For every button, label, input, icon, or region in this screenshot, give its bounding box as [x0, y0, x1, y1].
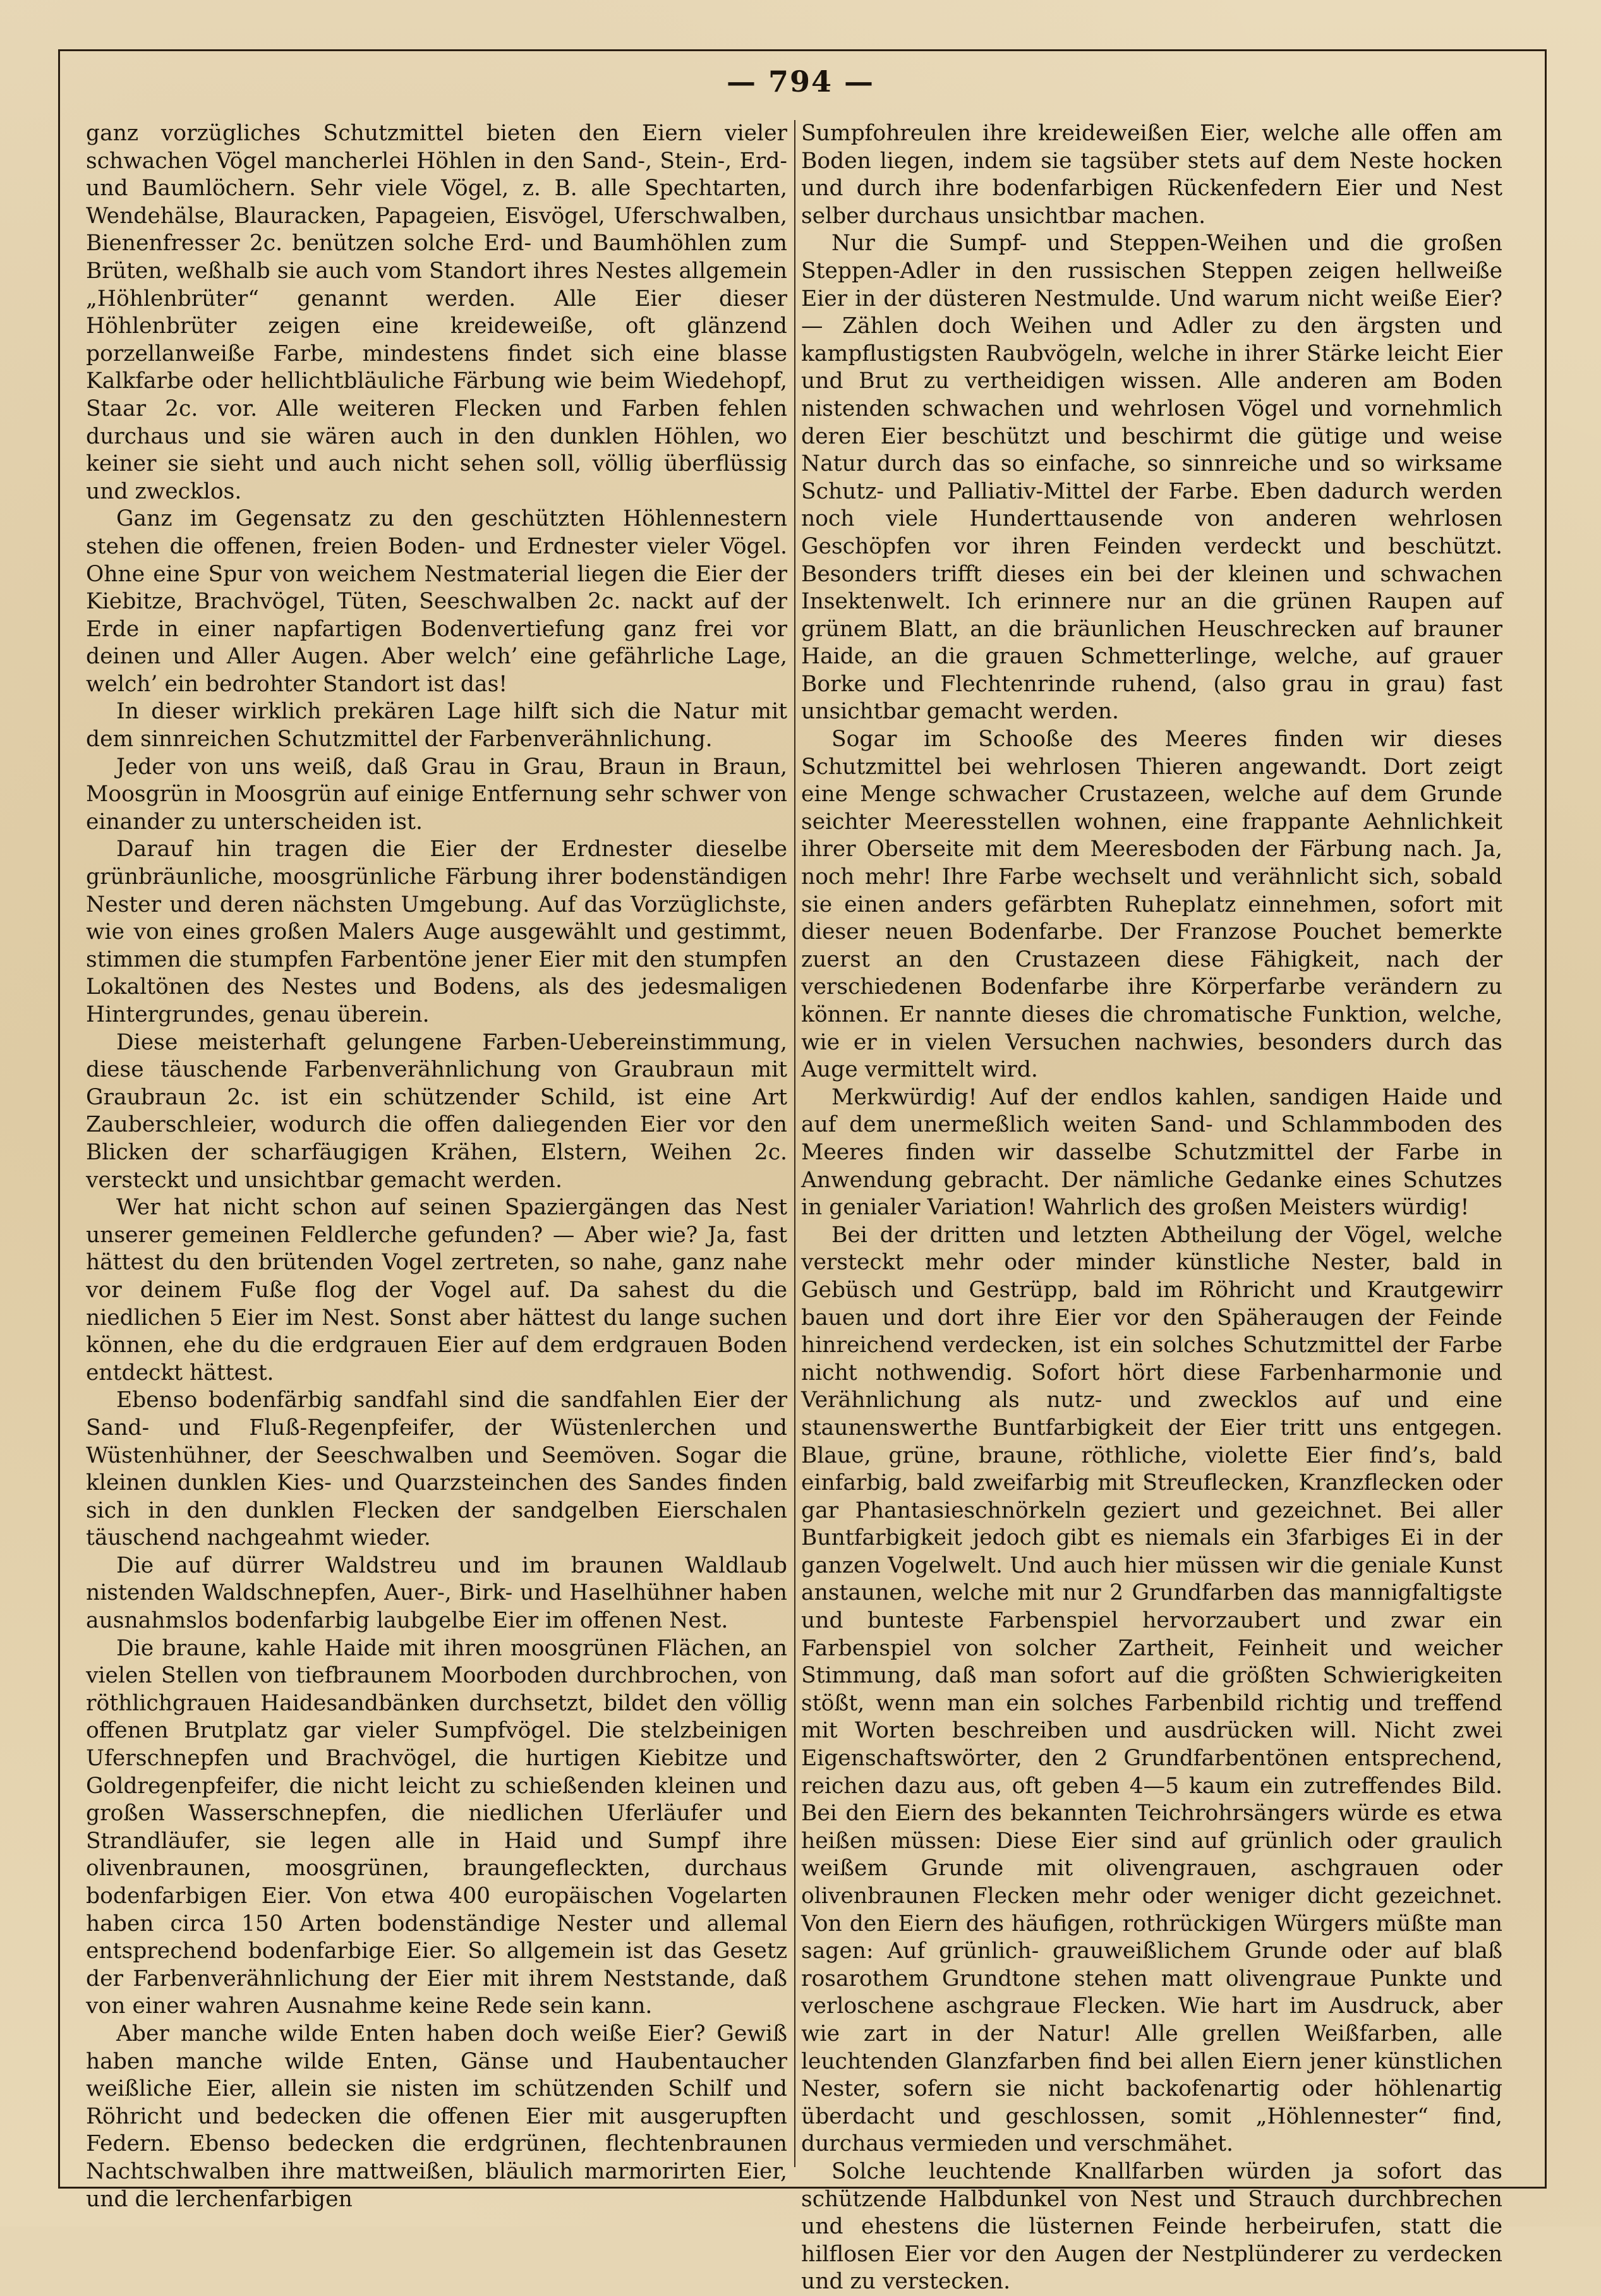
page-number: — 794 —	[726, 64, 875, 99]
paragraph: Sogar im Schooße des Meeres finden wir dieses Schutzmittel bei wehrlosen Thieren angewandt. Dort zeigt eine Menge schwacher Crustazeen, welche auf dem Grunde seichter Meeresstellen wohnen, eine frappante Aehnlichkeit ihrer Oberseite mit dem Meeresboden der Färbung nach. Ja, noch mehr! Ihre Farbe wechselt und verähnlicht sich, sobald sie einen anders gefärbten Ruheplatz einnehmen, sofort mit dieser neuen Bodenfarbe. Der Franzose Pouchet bemerkte zuerst an den Crustazeen diese Fähigkeit, nach der verschiedenen Bodenfarbe ihre Körperfarbe verändern zu können. Er nannte dieses die chromatische Funktion, welche, wie er in vielen Versuchen nachwies, besonders durch das Auge vermittelt wird.	[801, 727, 1502, 1083]
paragraph: Diese meisterhaft gelungene Farben-Uebereinstimmung, diese täuschende Farbenverähnlichung von Graubraun mit Graubraun 2c. ist ein schützender Schild, ist eine Art Zauberschleier, wodurch die offen daliegenden Eier vor den Blicken der scharfäugigen Krähen, Elstern, Weihen 2c. versteckt und unsichtbar gemacht werden.	[86, 1029, 787, 1193]
paragraph: Jeder von uns weiß, daß Grau in Grau, Braun in Braun, Moosgrün in Moosgrün auf einige Entfernung sehr schwer von einander zu unterscheiden ist.	[86, 754, 787, 835]
left-column	[86, 120, 787, 2212]
paragraph: In dieser wirklich prekären Lage hilft sich die Natur mit dem sinnreichen Schutzmittel der Farbenverähnlichung.	[86, 699, 787, 752]
column-divider	[794, 120, 795, 2167]
paragraph: Bei der dritten und letzten Abtheilung der Vögel, welche versteckt mehr oder minder künstliche Nester, bald in Gebüsch und Gestrüpp, bald im Röhricht und Krautgewirr bauen und dort ihre Eier vor den Späheraugen der Feinde hinreichend verdecken, ist ein solches Schutzmittel der Farbe nicht nothwendig. Sofort hört diese Farbenharmonie und Verähnlichung als nutz- und zwecklos auf und eine staunenswerthe Buntfarbigkeit der Eier tritt uns entgegen. Blaue, grüne, braune, röthliche, violette Eier find’s, bald einfarbig, bald zweifarbig mit Streuflecken, Kranzflecken oder gar Phantasieschnörkeln geziert und gezeichnet. Bei aller Buntfarbigkeit jedoch gibt es niemals ein 3farbiges Ei in der ganzen Vogelwelt. Und auch hier müssen wir die geniale Kunst anstaunen, welche mit nur 2 Grundfarben das mannigfaltigste und bunteste Farbenspiel hervorzaubert und zwar ein Farbenspiel von solcher Zartheit, Feinheit und weicher Stimmung, daß man sofort auf die größten Schwierigkeiten stößt, wenn man ein solches Farbenbild richtig und treffend mit Worten beschreiben und ausdrücken will. Nicht zwei Eigenschaftswörter, den 2 Grundfarbentönen entsprechend, reichen dazu aus, oft geben 4—5 kaum ein zutreffendes Bild. Bei den Eiern des bekannten Teichrohrsängers würde es etwa heißen müssen: Diese Eier sind auf grünlich oder graulich weißem Grunde mit olivengrauen, aschgrauen oder olivenbraunen Flecken mehr oder weniger dicht gezeichnet. Von den Eiern des häufigen, rothrückigen Würgers müßte man sagen: Auf grünlich- grauweißlichem Grunde oder auf blaß rosarothem Grundtone stehen matt olivengraue Punkte und verloschene aschgraue Flecken. Wie hart im Ausdruck, aber wie zart in der Natur! Alle grellen Weißfarben, alle leuchtenden Glanzfarben find bei allen Eiern jener künstlichen Nester, sofern sie nicht backofenartig oder höhlenartig überdacht und geschlossen, somit „Höhlennester“ find, durchaus vermieden und verschmähet.	[801, 1222, 1502, 2157]
paragraph: Aber manche wilde Enten haben doch weiße Eier? Gewiß haben manche wilde Enten, Gänse und Haubentaucher weißliche Eier, allein sie nisten im schützenden Schilf und Röhricht und bedecken die offenen Eier mit ausgerupften Federn. Ebenso bedecken die erdgrünen, flechtenbraunen Nachtschwalben ihre mattweißen, bläulich marmorirten Eier, und die lerchenfarbigen	[86, 2021, 787, 2212]
paragraph: Ganz im Gegensatz zu den geschützten Höhlennestern stehen die offenen, freien Boden- und Erdnester vieler Vögel. Ohne eine Spur von weichem Nestmaterial liegen die Eier der Kiebitze, Brachvögel, Tüten, Seeschwalben 2c. nackt auf der Erde in einer napfartigen Bodenvertiefung ganz frei vor deinen und Aller Augen. Aber welch’ eine gefährliche Lage, welch’ ein bedrohter Standort ist das!	[86, 506, 787, 697]
paragraph: Die braune, kahle Haide mit ihren moosgrünen Flächen, an vielen Stellen von tiefbraunem Moorboden durchbrochen, von röthlichgrauen Haidesandbänken durchsetzt, bildet den völlig offenen Brutplatz gar vieler Sumpfvögel. Die stelzbeinigen Uferschnepfen und Brachvögel, die hurtigen Kiebitze und Goldregenpfeifer, die nicht leicht zu schießenden kleinen und großen Wasserschnepfen, die niedlichen Uferläufer und Strandläufer, sie legen alle in Haid und Sumpf ihre olivenbraunen, moosgrünen, braungefleckten, durchaus bodenfarbigen Eier. Von etwa 400 europäischen Vogelarten haben circa 150 Arten bodenständige Nester und allemal entsprechend bodenfarbige Eier. So allgemein ist das Gesetz der Farbenverähnlichung der Eier mit ihrem Neststande, daß von einer wahren Ausnahme keine Rede sein kann.	[86, 1635, 787, 2019]
paragraph: Die auf dürrer Waldstreu und im braunen Waldlaub nistenden Waldschnepfen, Auer-, Birk- und Haselhühner haben ausnahmslos bodenfarbig laubgelbe Eier im offenen Nest.	[86, 1552, 787, 1634]
paragraph: Sumpfohreulen ihre kreideweißen Eier, welche alle offen am Boden liegen, indem sie tagsüber stets auf dem Neste hocken und durch ihre bodenfarbigen Rückenfedern Eier und Nest selber durchaus unsichtbar machen.	[801, 121, 1502, 229]
right-column	[801, 120, 1502, 2295]
paragraph: Ebenso bodenfärbig sandfahl sind die sandfahlen Eier der Sand- und Fluß-Regenpfeifer, der Wüstenlerchen und Wüstenhühner, der Seeschwalben und Seemöven. Sogar die kleinen dunklen Kies- und Quarzsteinchen des Sandes finden sich in den dunklen Flecken der sandgelben Eierschalen täuschend nachgeahmt wieder.	[86, 1387, 787, 1551]
paragraph: Darauf hin tragen die Eier der Erdnester dieselbe grünbräunliche, moosgrünliche Färbung ihrer bodenständigen Nester und deren nächsten Umgebung. Auf das Vorzüglichste, wie von eines großen Malers Auge ausgewählt und gestimmt, stimmen die stumpfen Farbentöne jener Eier mit den stumpfen Lokaltönen des Nestes und Bodens, als des jedesmaligen Hintergrundes, genau überein.	[86, 837, 787, 1027]
paragraph: Wer hat nicht schon auf seinen Spaziergängen das Nest unserer gemeinen Feldlerche gefunden? — Aber wie? Ja, fast hättest du den brütenden Vogel zertreten, so nahe, ganz nahe vor deinem Fuße flog der Vogel auf. Da sahest du die niedlichen 5 Eier im Nest. Sonst aber hättest du lange suchen können, ehe du die erdgrauen Eier auf dem erdgrauen Boden entdeckt hättest.	[86, 1195, 787, 1386]
paragraph: Merkwürdig! Auf der endlos kahlen, sandigen Haide und auf dem unermeßlich weiten Sand- und Schlammboden des Meeres finden wir dasselbe Schutzmittel der Farbe in Anwendung gebracht. Der nämliche Gedanke eines Schutzes in genialer Variation! Wahrlich des großen Meisters würdig!	[801, 1084, 1502, 1221]
paragraph: Nur die Sumpf- und Steppen-Weihen und die großen Steppen-Adler in den russischen Steppen zeigen hellweiße Eier in der düsteren Nestmulde. Und warum nicht weiße Eier? — Zählen doch Weihen und Adler zu den ärgsten und kampflustigsten Raubvögeln, welche in ihrer Stärke leicht Eier und Brut zu vertheidigen wissen. Alle anderen am Boden nistenden schwachen und wehrlosen Vögel und vornehmlich deren Eier beschützt und beschirmt die gütige und weise Natur durch das so einfache, so sinnreiche und so wirksame Schutz- und Palliativ-Mittel der Farbe. Eben dadurch werden noch viele Hunderttausende von anderen wehrlosen Geschöpfen vor ihren Feinden verdeckt und beschützt. Besonders trifft dieses ein bei der kleinen und schwachen Insektenwelt. Ich erinnere nur an die grünen Raupen auf grünem Blatt, an die bräunlichen Heuschrecken auf brauner Haide, an die grauen Schmetterlinge, welche, auf grauer Borke und Flechtenrinde ruhend, (also grau in grau) fast unsichtbar gemacht werden.	[801, 231, 1502, 725]
paragraph: Solche leuchtende Knallfarben würden ja sofort das schützende Halbdunkel von Nest und Strauch durchbrechen und ehestens die lüsternen Feinde herbeirufen, statt die hilflosen Eier vor den Augen der Nestplünderer zu verdecken und zu verstecken.	[801, 2158, 1502, 2295]
paragraph: ganz vorzügliches Schutzmittel bieten den Eiern vieler schwachen Vögel mancherlei Höhlen in den Sand-, Stein-, Erd- und Baumlöchern. Sehr viele Vögel, z. B. alle Spechtarten, Wendehälse, Blauracken, Papageien, Eisvögel, Uferschwalben, Bienenfresser 2c. benützen solche Erd- und Baumhöhlen zum Brüten, weßhalb sie auch vom Standort ihres Nestes allgemein „Höhlenbrüter“ genannt werden. Alle Eier dieser Höhlenbrüter zeigen eine kreideweiße, oft glänzend porzellanweiße Farbe, mindestens findet sich eine blasse Kalkfarbe oder hellichtbläuliche Färbung wie beim Wiedehopf, Staar 2c. vor. Alle weiteren Flecken und Farben fehlen durchaus und sie wären auch in den dunklen Höhlen, wo keiner sie sieht und auch nicht sehen soll, völlig überflüssig und zwecklos.	[86, 121, 787, 504]
